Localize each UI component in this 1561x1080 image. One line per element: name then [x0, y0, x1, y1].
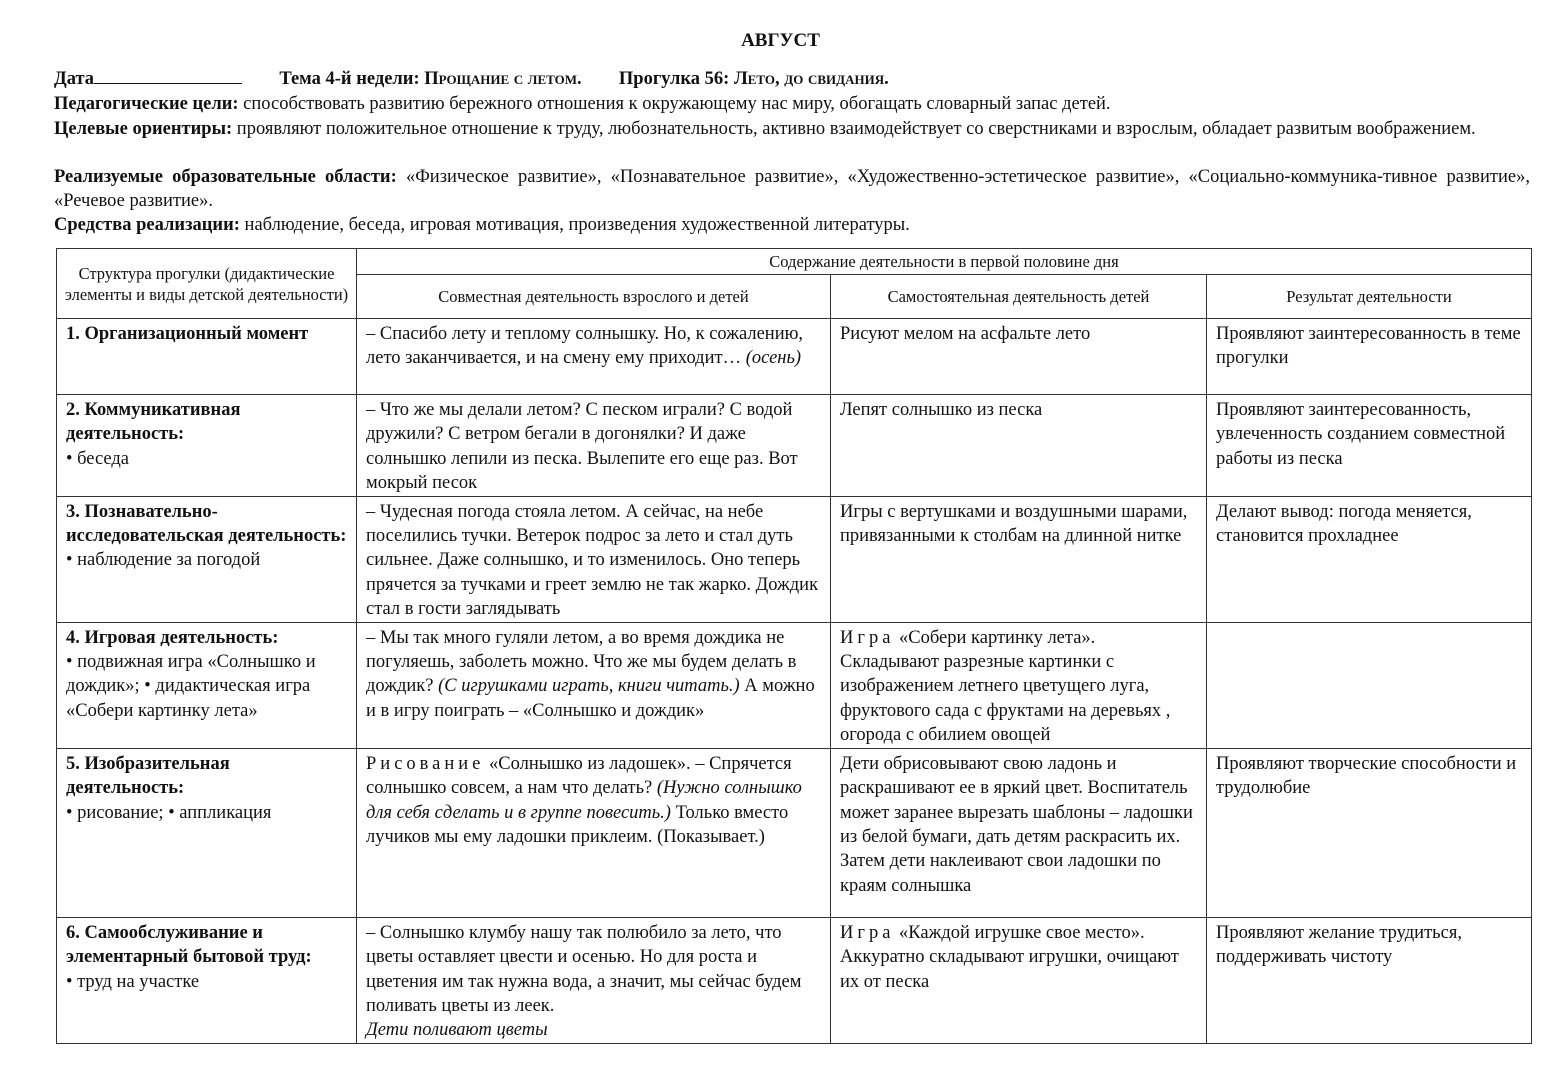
means-label: Средства реализации: — [54, 215, 240, 235]
targets-label: Целевые ориентиры: — [54, 119, 233, 139]
joint-cell: – Что же мы делали летом? С песком играли? С водой дружили? С ветром бегали в догонялки? И даже солнышко лепили из песка. Вылепите его еще раз. Вот мокрый песок — [357, 395, 831, 497]
header-content: Содержание деятельности в первой половине дня — [357, 249, 1532, 275]
means-text: наблюдение, беседа, игровая мотивация, произведения художественной литературы. — [244, 215, 910, 235]
independent-cell — [831, 917, 1207, 1043]
joint-text: – Мы так много гуляли летом, а во время дождика не погуляешь, заболеть можно. Что же мы будем делать в дождик? — [366, 627, 797, 697]
independent-cell: Лепят солнышко из песка — [831, 395, 1207, 497]
joint-italic-text: (Нужно солнышко для себя сделать и в группе повесить.) — [366, 778, 802, 823]
game-label: Игра — [840, 627, 895, 648]
table-row — [57, 917, 1532, 1043]
stage-title: 1. Организационный момент — [66, 324, 309, 344]
stage-title: 3. Познавательно-исследовательская деятельность: — [66, 501, 347, 547]
independent-cell: Дети обрисовывают свою ладонь и раскрашивают ее в яркий цвет. Воспитатель может заранее вырезать шаблоны – ладошки из белой бумаги, дать детям раскрасить их. Затем дети наклеивают свои ладошки по краям солнышка — [831, 748, 1207, 917]
stage-cell — [57, 395, 357, 497]
stage-cell — [57, 622, 357, 748]
stage-items: • беседа — [66, 448, 129, 469]
week-theme-label: Тема 4-й недели: — [279, 69, 420, 89]
table-row — [57, 395, 1532, 497]
stage-cell — [57, 496, 357, 622]
walk-plan-table — [56, 248, 1532, 1044]
walk-label: Прогулка 56: — [618, 69, 730, 89]
independent-cell — [831, 622, 1207, 748]
joint-italic-text: (осень) — [745, 348, 802, 369]
week-theme-value: Прощание с летом. — [424, 69, 582, 89]
header-independent-activity: Самостоятельная деятельность детей — [831, 275, 1207, 319]
table-row — [57, 496, 1532, 622]
result-cell: Проявляют заинтересованность, увлеченность созданием совместной работы из песка — [1207, 395, 1532, 497]
header-result: Результат деятельности — [1207, 275, 1532, 319]
targets-paragraph — [54, 117, 1530, 141]
result-cell: Проявляют заинтересованность в теме прогулки — [1207, 319, 1532, 395]
table-row — [57, 622, 1532, 748]
table-row — [57, 319, 1532, 395]
header-joint-activity: Совместная деятельность взрослого и детей — [357, 275, 831, 319]
joint-cell — [357, 748, 831, 917]
result-cell — [1207, 622, 1532, 748]
walk-value: Лето, до свидания. — [733, 69, 889, 89]
stage-items: • труд на участке — [66, 971, 200, 992]
date-label: Дата — [54, 69, 95, 89]
joint-text-end: Только вместо лучиков мы ему ладошки приклеим. (Показывает.) — [366, 802, 789, 847]
goals-label: Педагогические цели: — [54, 94, 239, 114]
stage-title: 6. Самообслуживание и элементарный бытовой труд: — [66, 922, 312, 968]
month-title: АВГУСТ — [741, 30, 820, 51]
date-blank-field[interactable] — [94, 67, 242, 84]
result-cell: Делают вывод: погода меняется, становится прохладнее — [1207, 496, 1532, 622]
areas-text: «Физическое развитие», «Познавательное развитие», «Художественно-эстетическое развитие», «Социально-коммуника-тивное развитие», «Речевое развитие». — [54, 167, 1530, 211]
targets-text: проявляют положительное отношение к труду, любознательность, активно взаимодействует со сверстниками и взрослым, обладает развитым воображением. — [236, 119, 1476, 139]
stage-cell — [57, 319, 357, 395]
joint-text: – Солнышко клумбу нашу так полюбило за лето, что цветы оставляет цвести и осенью. Но для роста и цветения им так нужна вода, а значит, мы сейчас будем поливать цветы из леек. — [366, 922, 802, 1016]
joint-cell — [357, 622, 831, 748]
independent-text: «Собери картинку лета». Складывают разрезные картинки с изображением летнего цветущего луга, фруктового сада с фруктами на деревьях , огорода с обилием овощей — [840, 627, 1171, 746]
independent-cell: Игры с вертушками и воздушными шарами, привязанными к столбам на длинной нитке — [831, 496, 1207, 622]
joint-italic-text: Дети поливают цветы — [366, 1020, 548, 1041]
stage-items: • подвижная игра «Солнышко и дождик»; • дидактическая игра «Собери картинку лета» — [66, 652, 316, 721]
result-cell: Проявляют творческие способности и трудолюбие — [1207, 748, 1532, 917]
stage-title: 4. Игровая деятельность: — [66, 627, 279, 648]
stage-title: 5. Изобразительная деятельность: — [66, 753, 230, 799]
areas-paragraph — [54, 165, 1530, 213]
joint-cell — [357, 917, 831, 1043]
independent-cell: Рисуют мелом на асфальте лето — [831, 319, 1207, 395]
stage-items: • рисование; • аппликация — [66, 802, 272, 823]
goals-text: способствовать развитию бережного отношения к окружающему нас миру, обогащать словарный запас детей. — [243, 94, 1111, 114]
header-meta-line — [54, 67, 889, 90]
joint-text-end: А можно и в игру поиграть – «Солнышко и дождик» — [366, 676, 815, 721]
means-paragraph — [54, 213, 1530, 237]
header-structure: Структура прогулки (дидактические элементы и виды детской деятельности) — [57, 249, 357, 319]
stage-items: • наблюдение за погодой — [66, 550, 261, 571]
result-cell: Проявляют желание трудиться, поддерживать чистоту — [1207, 917, 1532, 1043]
independent-text: «Каждой игрушке свое место». Аккуратно складывают игрушки, очищают их от песка — [840, 922, 1179, 992]
game-label: Игра — [840, 922, 895, 943]
joint-italic-text: (С игрушками играть, книги читать.) — [438, 676, 740, 697]
joint-text: – Спасибо лету и теплому солнышку. Но, к сожалению, лето заканчивается, и на смену ему приходит… — [366, 324, 804, 369]
goals-paragraph — [54, 92, 1530, 116]
stage-title: 2. Коммуникативная деятельность: — [66, 400, 241, 445]
stage-cell — [57, 748, 357, 917]
joint-cell — [357, 319, 831, 395]
drawing-label: Рисование — [366, 753, 485, 774]
stage-cell — [57, 917, 357, 1043]
joint-cell: – Чудесная погода стояла летом. А сейчас, на небе поселились тучки. Ветерок подрос за лето и стал дуть сильнее. Даже солнышко, и то изменилось. Оно теперь прячется за тучками и греет землю не так жарко. Дождик стал в гости заглядывать — [357, 496, 831, 622]
table-row — [57, 748, 1532, 917]
areas-label: Реализуемые образовательные области: — [54, 167, 397, 187]
joint-text: «Солнышко из ладошек». – Спрячется солнышко совсем, а нам что делать? — [366, 753, 792, 799]
